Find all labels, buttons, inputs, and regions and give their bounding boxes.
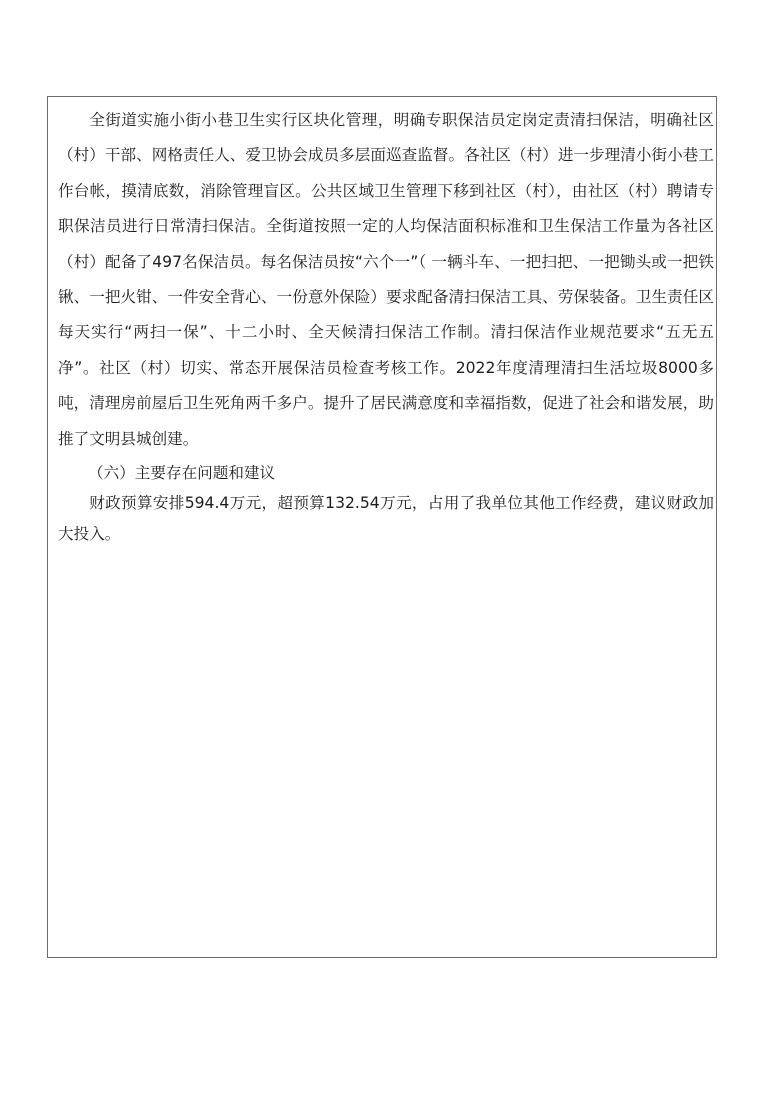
body-paragraph: 全街道实施小街小巷卫生实行区块化管理，明确专职保洁员定岗定责清扫保洁，明确社区（村）干部、网格责任人、爱卫协会成员多层面巡查监督。各社区（村）进一步理清小街小巷工作台帐，摸清底数，消除管理盲区。公共区域卫生管理下移到社区（村），由社区（村）聘请专职保洁员进行日常清扫保洁。全街道按照一定的人均保洁面积标准和卫生保洁工作量为各社区（村）配备了497名保洁员。每名保洁员按“六个一”（ 一辆斗车、一把扫把、一把锄头或一把铁锹、一把火钳、一件安全背心、一份意外保险）要求配备清扫保洁工具、劳保装备。卫生责任区每天实行“两扫一保”、十二小时、全天候清扫保洁工作制。清扫保洁作业规范要求“五无五净”。社区（村）切实、常态开展保洁员检查考核工作。2022年度清理清扫生活垃圾8000多吨，清理房前屋后卫生死角两千多户。提升了居民满意度和幸福指数，促进了社会和谐发展，助推了文明县城创建。 <box>58 111 714 448</box>
document-body <box>58 103 714 550</box>
section-heading: （六）主要存在问题和建议 <box>88 464 276 483</box>
body-paragraph: 财政预算安排594.4万元，超预算132.54万元，占用了我单位其他工作经费，建议财政加大投入。 <box>58 494 714 544</box>
